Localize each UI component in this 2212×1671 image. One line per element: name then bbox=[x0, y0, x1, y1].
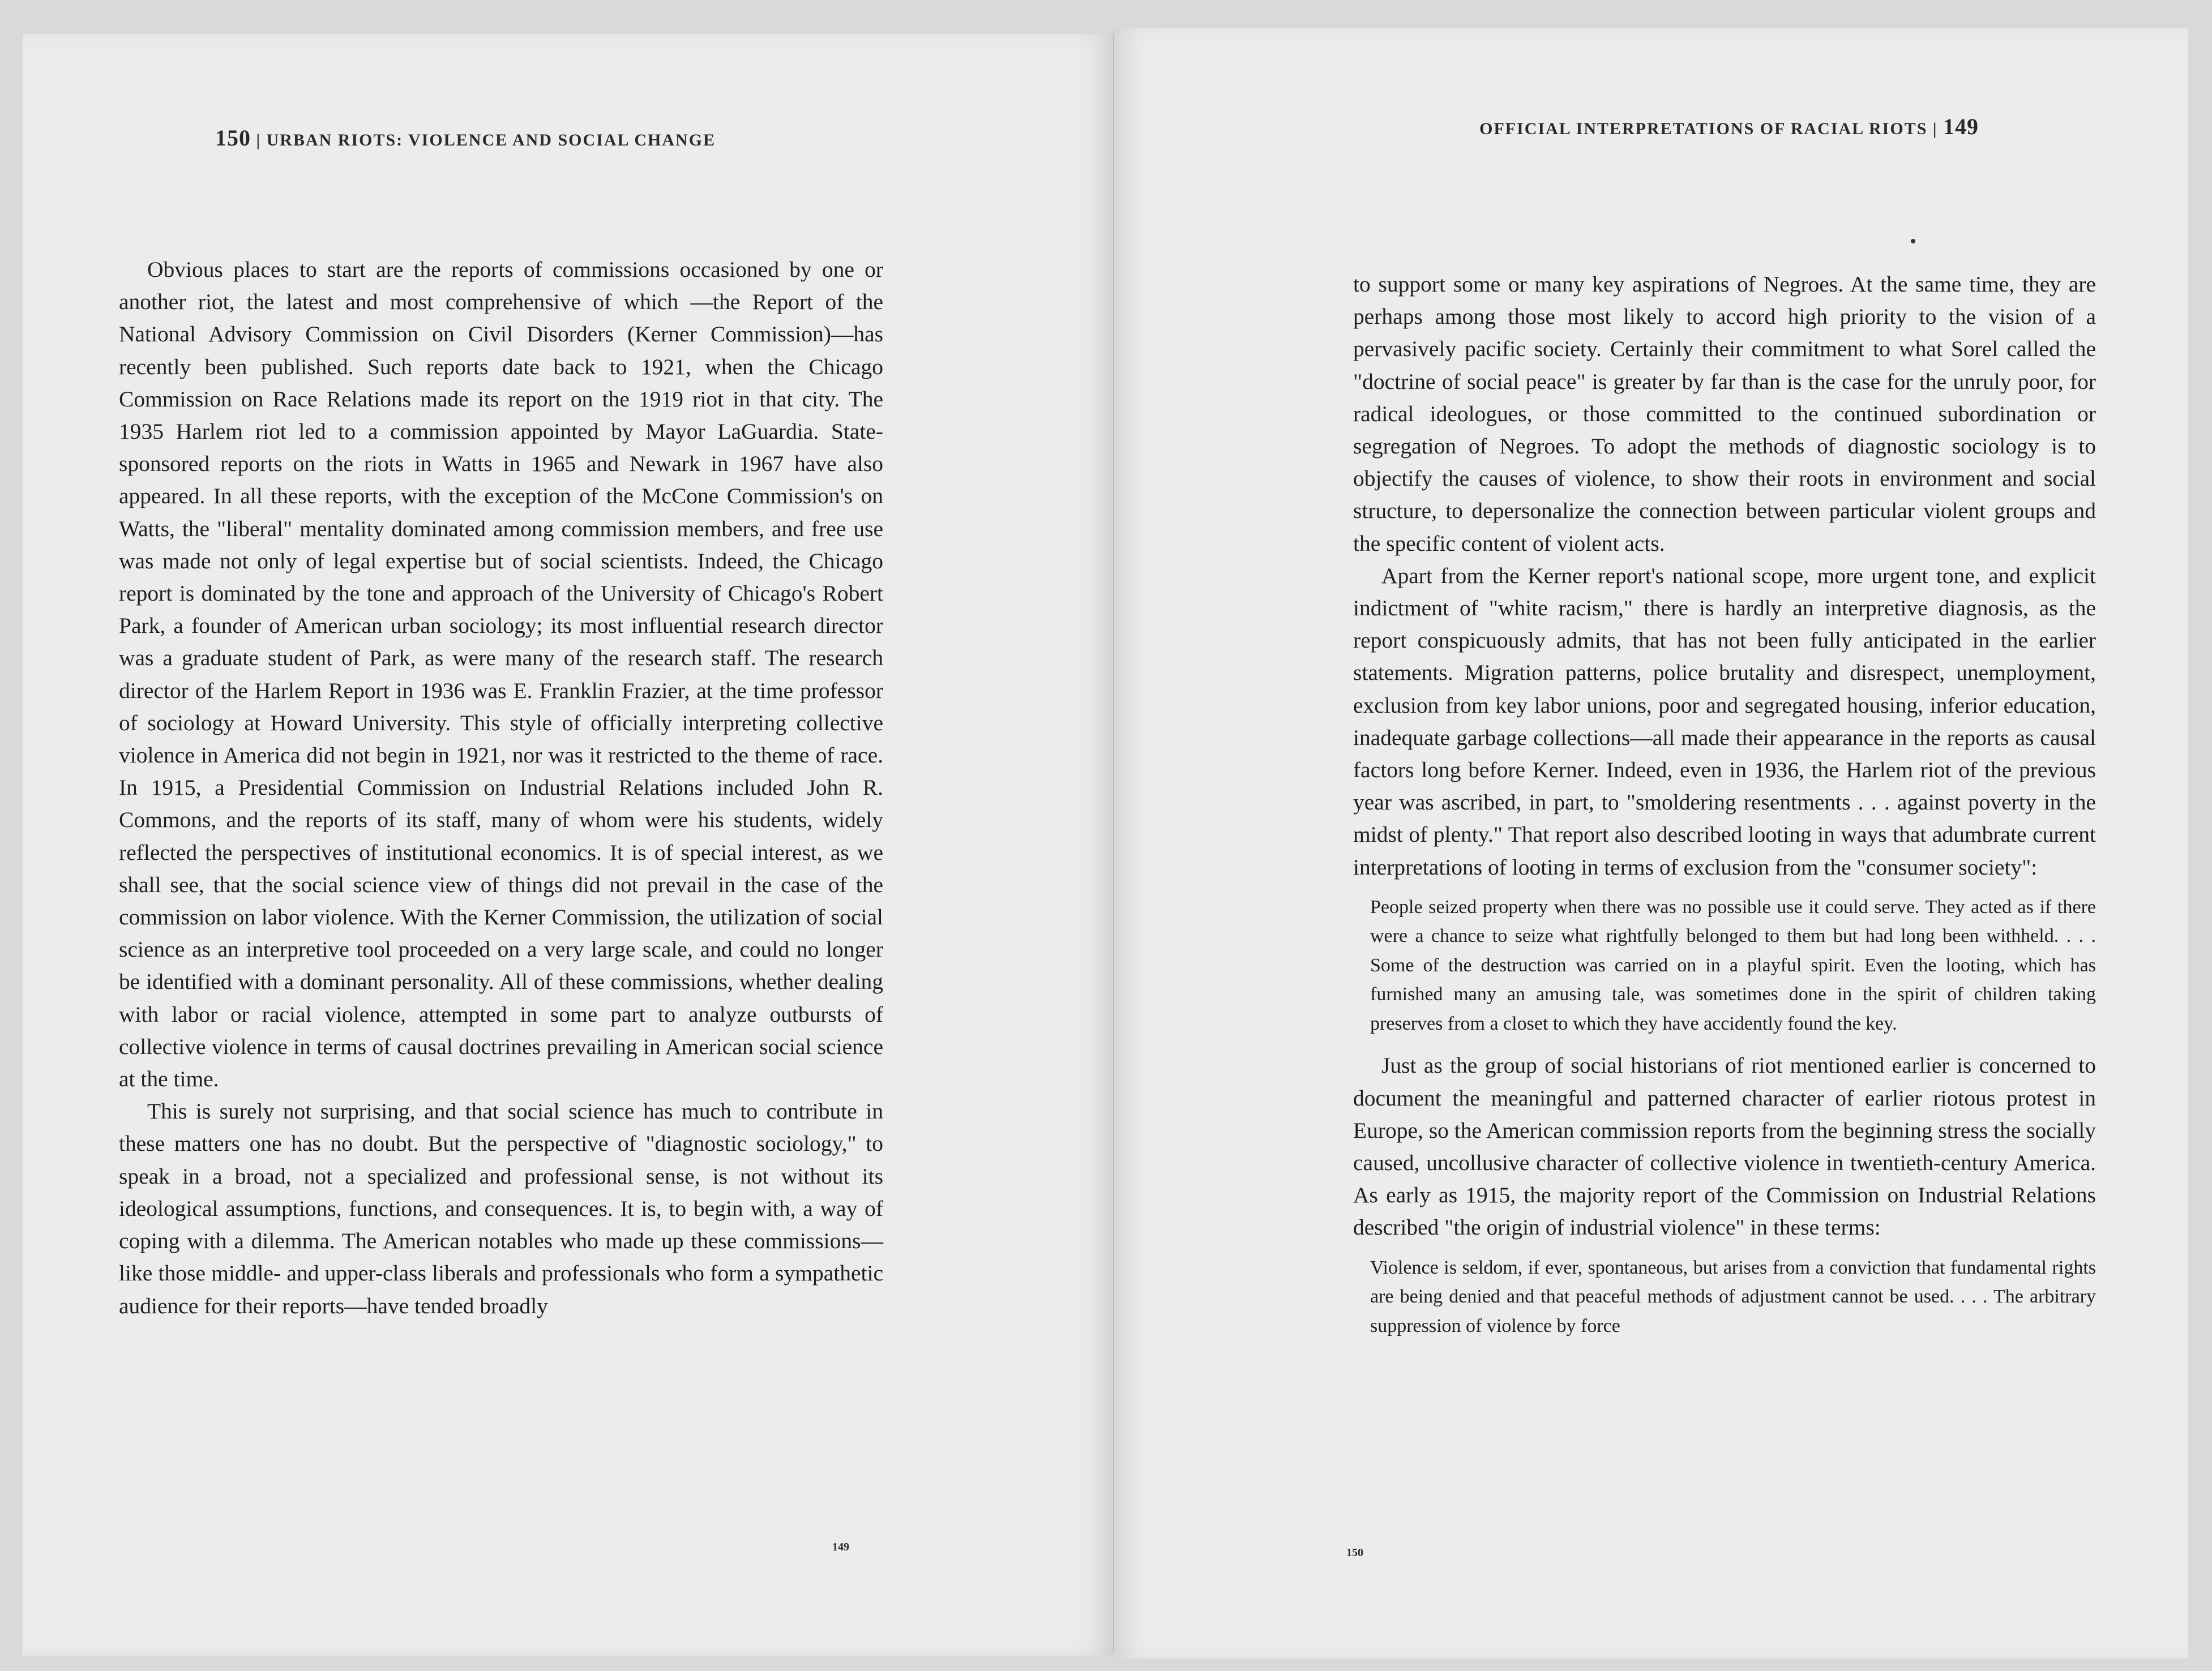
right-paragraph-continued: to support some or many key aspirations of Negroes. At the same time, they are perhaps among those most likely to accord high priority to the vision of a pervasively pacific society. Certainly their commitment to what Sorel called the "doctrine of social peace" is greater by far than is the case for the unruly poor, for radical ideologues, or those committed to the continued subordination or segregation of Negroes. To adopt the methods of diagnostic sociology is to objectify the causes of violence, to show their roots in environment and social structure, to depersonalize the connection between particular violent groups and the specific content of violent acts. bbox=[1353, 272, 2096, 556]
left-paragraph-2: This is surely not surprising, and that social science has much to contribute in these matters one has no doubt. But the perspective of "diagnostic sociology," to speak in a broad, not a specialized and professional sense, is not without its ideological assumptions, functions, and consequences. It is, to begin with, a way of coping with a dilemma. The American notables who made up these commissions—like those middle- and upper-class liberals and professionals who form a sympathetic audience for their reports—have tended broadly bbox=[119, 1099, 883, 1318]
left-running-head bbox=[1479, 113, 1979, 140]
block-quote-harlem-report: People seized property when there was no possible use it could serve. They acted as if there were a chance to seize what rightfully belonged to them but had long been withheld. . . . Some of the destruction was carried on in a playful spirit. Even the looting, which has furnished many an amusing tale, was sometimes done in the spirit of children taking preserves from a closet to which they have accidently found the key. bbox=[1370, 896, 2096, 1034]
left-folio: 149 bbox=[832, 1541, 849, 1553]
left-running-head-separator: | bbox=[1932, 119, 1938, 138]
right-page-body bbox=[1353, 268, 2096, 1352]
left-page-body bbox=[119, 254, 883, 1322]
right-running-head bbox=[215, 125, 716, 151]
right-running-head-title: URBAN RIOTS: VIOLENCE AND SOCIAL CHANGE bbox=[266, 131, 716, 149]
right-folio: 150 bbox=[1346, 1546, 1363, 1559]
right-paragraph-3: Just as the group of social historians of riot mentioned earlier is concerned to document the meaningful and patterned character of earlier riotous protest in Europe, so the American commission reports from the beginning stress the socially caused, uncollusive character of collective violence in twentieth-century America. As early as 1915, the majority report of the Commission on Industrial Relations described "the origin of industrial violence" in these terms: bbox=[1353, 1053, 2097, 1240]
right-running-head-separator: | bbox=[256, 131, 262, 149]
book-gutter bbox=[1113, 34, 1114, 1653]
right-page-number: 150 bbox=[215, 125, 251, 151]
block-quote-industrial-relations: Violence is seldom, if ever, spontaneous, but arises from a conviction that fundamental rights are being denied and that peaceful methods of adjustment cannot be used. . . . The arbitrary suppression of violence by force bbox=[1370, 1257, 2096, 1336]
left-running-head-title: OFFICIAL INTERPRETATIONS OF RACIAL RIOTS bbox=[1479, 119, 1928, 138]
right-paragraph-2: Apart from the Kerner report's national scope, more urgent tone, and explicit indictment of "white racism," there is hardly an interpretive diagnosis, as the report conspicuously admits, that has not been fully anticipated in the earlier statements. Migration patterns, police brutality and disrespect, unemployment, exclusion from key labor unions, poor and segregated housing, inferior education, inadequate garbage collections—all made their appearance in the reports as causal factors long before Kerner. Indeed, even in 1936, the Harlem riot of the previous year was ascribed, in part, to "smoldering resentments . . . against poverty in the midst of plenty." That report also described looting in ways that adumbrate current interpretations of looting in terms of exclusion from the "consumer society": bbox=[1353, 563, 2096, 880]
stray-mark bbox=[1911, 239, 1915, 243]
left-page-number: 149 bbox=[1943, 114, 1979, 139]
left-paragraph-1: Obvious places to start are the reports of commissions occasioned by one or another riot, the latest and most comprehensive of which —the Report of the National Advisory Commission on Civil Disorders (Kerner Commission)—has recently been published. Such reports date back to 1921, when the Chicago Commission on Race Relations made its report on the 1919 riot in that city. The 1935 Harlem riot led to a commission appointed by Mayor LaGuardia. State-sponsored reports on the riots in Watts in 1965 and Newark in 1967 have also appeared. In all these reports, with the exception of the McCone Commission's on Watts, the "liberal" mentality dominated among commission members, and free use was made not only of legal expertise but of social scientists. Indeed, the Chicago report is dominated by the tone and approach of the University of Chicago's Robert Park, a founder of American urban sociology; its most influential research director was a graduate student of Park, as were many of the research staff. The research director of the Harlem Report in 1936 was E. Franklin Frazier, at the time professor of sociology at Howard University. This style of officially interpreting collective violence in America did not begin in 1921, nor was it restricted to the theme of race. In 1915, a Presidential Commission on Industrial Relations included John R. Commons, and the reports of its staff, many of whom were his students, widely reflected the perspectives of institutional economics. It is of special interest, as we shall see, that the social science view of things did not prevail in the case of the commission on labor violence. With the Kerner Commission, the utilization of social science as an interpretive tool proceeded on a very large scale, and could no longer be identified with a dominant personality. All of these commissions, whether dealing with labor or racial violence, attempted in some part to analyze outbursts of collective violence in terms of causal doctrines prevailing in American social science at the time. bbox=[119, 257, 883, 1092]
